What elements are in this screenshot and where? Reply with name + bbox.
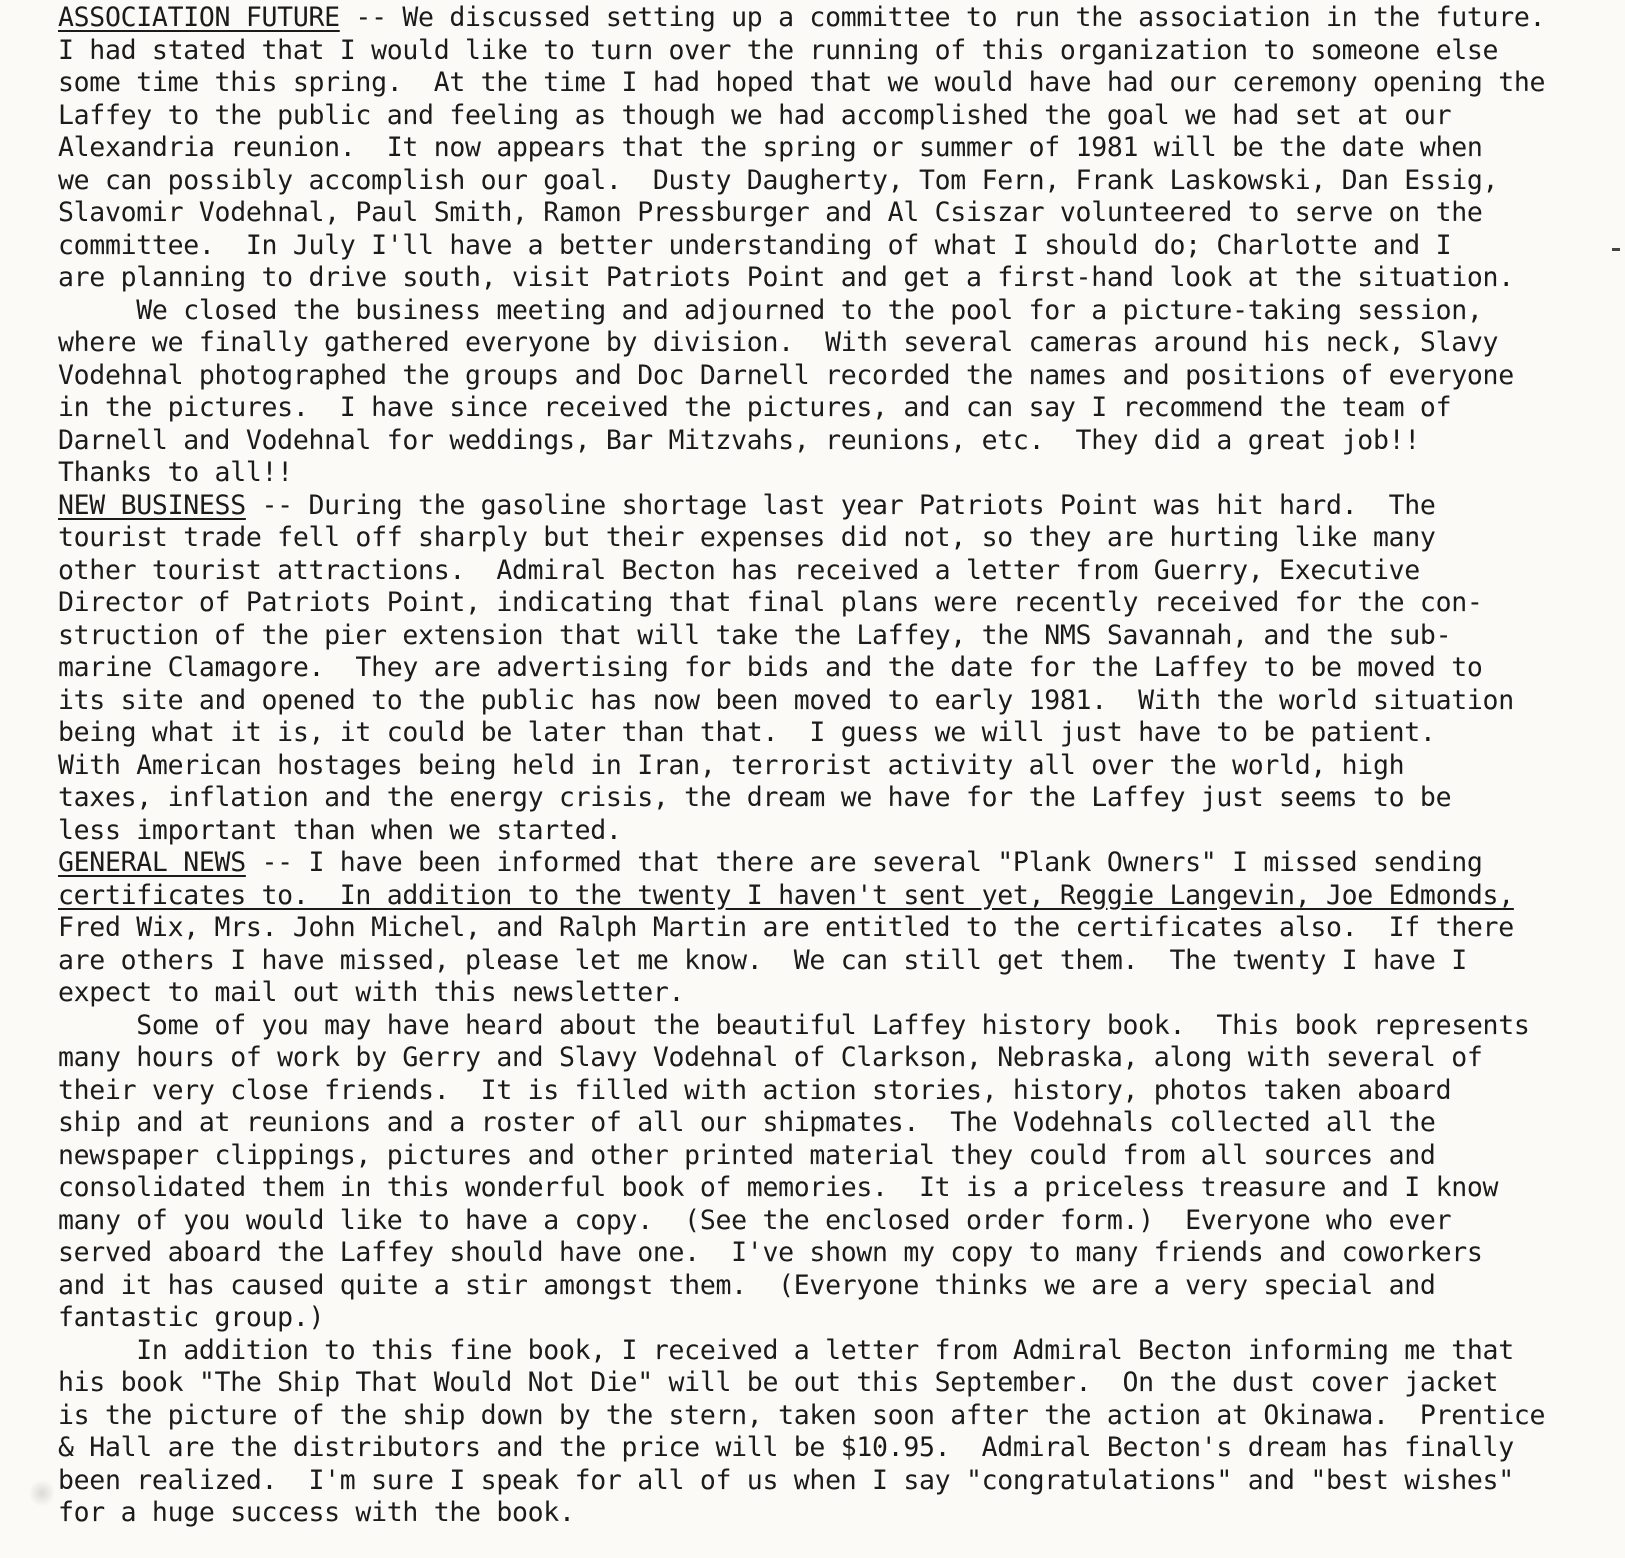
text-line: Thanks to all!! xyxy=(58,457,293,488)
heading-association-future: ASSOCIATION FUTURE xyxy=(58,2,340,33)
paper-smudge xyxy=(30,1478,54,1508)
text-line: are planning to drive south, visit Patriots Point and get a first-hand look at the situation. xyxy=(58,262,1514,293)
text-line: being what it is, it could be later than that. I guess we will just have to be patient. xyxy=(58,717,1436,748)
text-line: and it has caused quite a stir amongst them. (Everyone thinks we are a very special and xyxy=(58,1269,1436,1301)
text-line: Slavomir Vodehnal, Paul Smith, Ramon Pressburger and Al Csiszar volunteered to serve on the xyxy=(58,197,1483,228)
text-line: his book "The Ship That Would Not Die" will be out this September. On the dust cover jacket xyxy=(58,1367,1499,1398)
text-line: committee. In July I'll have a better understanding of what I should do; Charlotte and I xyxy=(58,229,1452,261)
text-line: newspaper clippings, pictures and other printed material they could from all sources and xyxy=(58,1139,1436,1171)
text-line: their very close friends. It is filled with action stories, history, photos taken aboard xyxy=(58,1074,1452,1106)
text-line: some time this spring. At the time I had hoped that we would have had our ceremony opening the xyxy=(58,67,1546,98)
heading-new-business: NEW BUSINESS xyxy=(58,489,246,521)
text-line: many of you would like to have a copy. (See the enclosed order form.) Everyone who ever xyxy=(58,1204,1452,1236)
text-line: for a huge success with the book. xyxy=(58,1497,575,1528)
text-line: are others I have missed, please let me know. We can still get them. The twenty I have I xyxy=(58,944,1467,976)
text-line: we can possibly accomplish our goal. Dusty Daugherty, Tom Fern, Frank Laskowski, Dan Essig, xyxy=(58,164,1499,196)
text-line: taxes, inflation and the energy crisis, the dream we have for the Laffey just seems to be xyxy=(58,782,1452,813)
text-line: tourist trade fell off sharply but their expenses did not, so they are hurting like many xyxy=(58,522,1436,553)
text-line: other tourist attractions. Admiral Becton has received a letter from Guerry, Executive xyxy=(58,554,1420,586)
section-new-business-line-1: NEW BUSINESS -- During the gasoline shortage last year Patriots Point was hit hard. The xyxy=(58,489,1436,521)
text-line: is the picture of the ship down by the stern, taken soon after the action at Okinawa. Prentice xyxy=(58,1399,1546,1431)
text-line: Some of you may have heard about the beautiful Laffey history book. This book represents xyxy=(58,1009,1530,1041)
margin-mark xyxy=(1612,248,1620,251)
text-line: in the pictures. I have since received the pictures, and can say I recommend the team of xyxy=(58,392,1452,423)
section-association-future-line-1: ASSOCIATION FUTURE -- We discussed setting up a committee to run the association in the future. xyxy=(58,2,1546,33)
text-line: struction of the pier extension that will take the Laffey, the NMS Savannah, and the sub- xyxy=(58,619,1452,651)
text-line: expect to mail out with this newsletter. xyxy=(58,977,685,1008)
section-general-news-line-1: GENERAL NEWS -- I have been informed that there are several "Plank Owners" I missed sending xyxy=(58,847,1483,878)
text-line: Fred Wix, Mrs. John Michel, and Ralph Martin are entitled to the certificates also. If there xyxy=(58,912,1514,943)
newsletter-text xyxy=(58,2,1618,1530)
text-line: In addition to this fine book, I received a letter from Admiral Becton informing me that xyxy=(58,1334,1514,1366)
text-line: & Hall are the distributors and the price will be $10.95. Admiral Becton's dream has finally xyxy=(58,1432,1514,1463)
text-line: Director of Patriots Point, indicating that final plans were recently received for the con- xyxy=(58,587,1483,618)
text-line: served aboard the Laffey should have one. I've shown my copy to many friends and coworkers xyxy=(58,1237,1483,1268)
text-line: With American hostages being held in Iran, terrorist activity all over the world, high xyxy=(58,749,1405,781)
text-line: many hours of work by Gerry and Slavy Vodehnal of Clarkson, Nebraska, along with several of xyxy=(58,1042,1483,1073)
text-line: Darnell and Vodehnal for weddings, Bar Mitzvahs, reunions, etc. They did a great job!! xyxy=(58,424,1420,456)
text-line: consolidated them in this wonderful book of memories. It is a priceless treasure and I know xyxy=(58,1172,1499,1203)
text-line: Laffey to the public and feeling as though we had accomplished the goal we had set at our xyxy=(58,99,1452,131)
heading-general-news: GENERAL NEWS xyxy=(58,847,246,878)
text-line: certificates to. In addition to the twenty I haven't sent yet, Reggie Langevin, Joe Edmonds, xyxy=(58,879,1514,911)
text-line: We closed the business meeting and adjourned to the pool for a picture-taking session, xyxy=(58,294,1483,326)
text-line: Vodehnal photographed the groups and Doc Darnell recorded the names and positions of everyone xyxy=(58,359,1514,391)
text-line: been realized. I'm sure I speak for all of us when I say "congratulations" and "best wishes" xyxy=(58,1464,1514,1496)
text-line: where we finally gathered everyone by division. With several cameras around his neck, Slavy xyxy=(58,327,1499,358)
text-line: its site and opened to the public has now been moved to early 1981. With the world situation xyxy=(58,684,1514,716)
text-line: less important than when we started. xyxy=(58,814,622,846)
text-line: I had stated that I would like to turn over the running of this organization to someone else xyxy=(58,34,1499,66)
text-line: fantastic group.) xyxy=(58,1302,325,1333)
text-line: marine Clamagore. They are advertising for bids and the date for the Laffey to be moved to xyxy=(58,652,1483,683)
text-line: ship and at reunions and a roster of all our shipmates. The Vodehnals collected all the xyxy=(58,1107,1436,1138)
text-line: Alexandria reunion. It now appears that the spring or summer of 1981 will be the date when xyxy=(58,132,1483,163)
